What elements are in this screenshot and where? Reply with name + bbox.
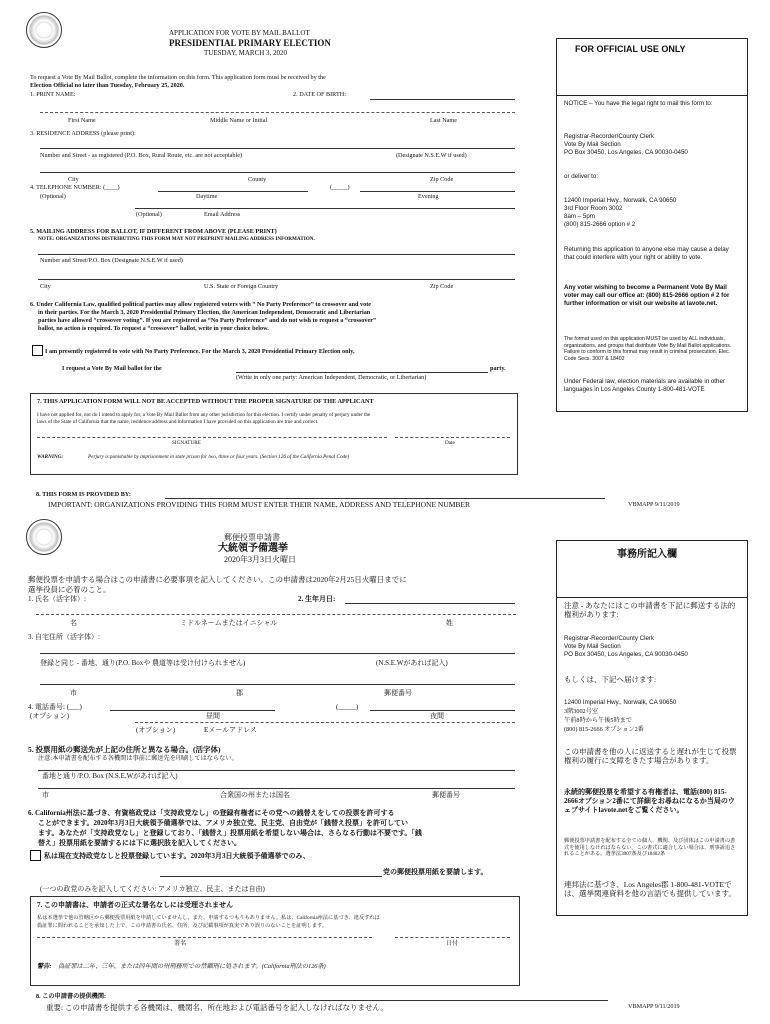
jp-first-name-caption: 名 bbox=[70, 619, 77, 627]
phone-optional-caption: (Optional) bbox=[40, 193, 66, 200]
mailing-state-caption: U.S. State or Foreign Country bbox=[204, 283, 279, 290]
jp-party-instruction: (一つの政党のみを記入してください: アメリカ独立、民主、または自由) bbox=[40, 885, 265, 893]
jp-nsew-caption: (N.S.E.Wがあれば記入) bbox=[376, 659, 448, 667]
telephone-label: 4. TELEPHONE NUMBER: (____) bbox=[30, 184, 120, 191]
intro-line1: To request a Vote By Mail Ballot, complete the information on this form. This application form must be received by the bbox=[30, 74, 326, 81]
mailing-street-caption: Number and Street/P.O. Box (Designate N.S.E.W if used) bbox=[40, 257, 183, 264]
jp-deliver-address-line1: 12400 Imperial Hwy., Norwalk, CA 90650 bbox=[564, 699, 677, 706]
deliver-hours: 8am – 5pm bbox=[564, 213, 595, 220]
mail-address-line2: Vote By Mail Section bbox=[564, 141, 621, 148]
jp-birthdate-label: 2. 生年月日: bbox=[298, 595, 336, 603]
middle-name-caption: Middle Name or Initial bbox=[210, 117, 268, 124]
jp-certification-line1: 私は本選挙で他の管轄区から郵便投票用紙を申請していませんし、また、申請するつもりもありません。私は、California州法に基づき、違反すれば bbox=[37, 915, 380, 921]
zip-caption: Zip Code bbox=[430, 176, 454, 183]
jp-zip-caption: 郵便番号 bbox=[384, 689, 412, 697]
jp-mailing-note: 注意:本申請書を配布する各機関は事前に郵送先を印刷してはならない。 bbox=[38, 755, 238, 762]
email-optional-caption: (Optional) bbox=[136, 211, 162, 218]
mailing-zip-caption: Zip Code bbox=[430, 283, 454, 290]
jp-title-line2: 大統領予備選挙 bbox=[218, 543, 288, 554]
county-seal-logo-jp bbox=[26, 519, 62, 555]
date-caption: Date bbox=[445, 440, 455, 446]
jp-mailing-zip-caption: 郵便番号 bbox=[432, 791, 460, 799]
jp-residence-street-field[interactable] bbox=[40, 653, 515, 654]
mail-address-line1: Registrar-Recorder/County Clerk bbox=[564, 133, 655, 140]
jp-provided-by-label: 8. この申請書の提供機関: bbox=[36, 993, 107, 1000]
form-code: VBMAPP 9/11/2019 bbox=[628, 501, 680, 508]
deliver-address-line1: 12400 Imperial Hwy., Norwalk, CA 90650 bbox=[564, 197, 677, 204]
notice-text: NOTICE – You have the legal right to mail this form to: bbox=[564, 100, 713, 107]
federal-law-note: Under Federal law, election materials are available in other languages in Los Angeles County 1-800-481-VOTE bbox=[564, 378, 725, 393]
jp-birthdate-field[interactable] bbox=[345, 603, 515, 604]
email-field[interactable] bbox=[135, 208, 515, 209]
residence-address-label: 3. RESIDENCE ADDRESS (please print): bbox=[30, 130, 136, 137]
jp-email-field[interactable] bbox=[135, 722, 515, 723]
daytime-caption: Daytime bbox=[196, 193, 218, 200]
form-title-line3: TUESDAY, MARCH 3, 2020 bbox=[204, 49, 288, 57]
jp-mailing-city-field[interactable] bbox=[38, 788, 515, 789]
jp-date-caption: 日付 bbox=[446, 940, 459, 947]
jp-street-caption: 登録と同じ - 番地、通り(P.O. Boxや 農道等は受け付けられません) bbox=[40, 659, 246, 667]
date-of-birth-field[interactable] bbox=[370, 99, 515, 100]
jp-email-optional: (オプション) bbox=[136, 726, 176, 734]
jp-no-party-checkbox[interactable] bbox=[30, 850, 41, 861]
jp-form-code: VBMAPP 9/11/2019 bbox=[628, 1003, 680, 1010]
signature-field[interactable] bbox=[37, 437, 387, 438]
official-use-heading: FOR OFFICIAL USE ONLY bbox=[575, 44, 686, 54]
jp-federal-law-note: 連邦法に基づき、Los Angeles郡 1-800-481-VOTEでは、選挙関連資料を他の言語でも提供しています。 bbox=[564, 880, 736, 899]
crossover-paragraph-line2: in their parties. For the March 3, 2020 Presidential Primary Election, the American Independent, Democratic and Libertarian bbox=[38, 309, 371, 316]
jp-mail-address-line2: Vote By Mail Section bbox=[564, 643, 621, 650]
jp-mailing-state-caption: 合衆国の州または国名 bbox=[220, 791, 290, 799]
first-name-caption: First Name bbox=[68, 117, 96, 124]
jp-official-use-heading: 事務所記入欄 bbox=[617, 549, 677, 560]
jp-signature-caption: 署名 bbox=[174, 940, 187, 947]
jp-mailing-city-caption: 市 bbox=[42, 791, 49, 799]
certification-line1: I have not applied for, nor do I intend to apply for, a Vote By Mail Ballot from any other jurisdiction for this election. I certify under penalty of perjury under the bbox=[37, 412, 371, 418]
jp-no-party-text: 私は現在支持政党なしと投票登録しています。2020年3月3日大統領予備選挙でのみ、 bbox=[44, 852, 310, 860]
jp-daytime-phone-field[interactable] bbox=[110, 710, 275, 711]
provided-by-field[interactable] bbox=[165, 498, 605, 499]
residence-city-field[interactable] bbox=[40, 172, 515, 173]
jp-request-text: 党の郵便投票用紙を要請します。 bbox=[383, 868, 488, 876]
jp-title-line1: 郵便投票申請書 bbox=[224, 533, 280, 542]
jp-signature-field[interactable] bbox=[37, 937, 372, 938]
jp-intro-line2: 選挙役員に必着のこと。 bbox=[28, 585, 111, 594]
jp-mailing-label: 5. 投票用紙の郵送先が上記の住所と異なる場合。(活字体) bbox=[28, 745, 221, 754]
jp-last-name-caption: 姓 bbox=[446, 619, 453, 627]
jp-middle-name-caption: ミドルネームまたはイニシャル bbox=[180, 619, 278, 627]
jp-mailing-street-caption: 番地と通り/P.O. Box (N.S.E.Wがあれば記入) bbox=[42, 772, 178, 780]
mailing-city-caption: City bbox=[40, 283, 51, 290]
county-caption: County bbox=[248, 176, 267, 183]
jp-phone-optional: (オプション) bbox=[30, 712, 70, 720]
crossover-paragraph-line4: ballot, no action is required. To request a “crossover” ballot, write in your choice below. bbox=[38, 325, 269, 332]
name-field[interactable] bbox=[40, 112, 515, 113]
jp-telephone-label: 4. 電話番号: (___) bbox=[28, 703, 82, 711]
jp-intro-line1: 郵便投票を申請する場合はこの申請書に必要事項を記入してください。この申請書は2020年2月25日火曜日までに bbox=[28, 575, 407, 584]
jp-permanent-voter-info: 永続的郵便投票を希望する有権者は、電話(800) 815-2666オプション2番にて詳細をお尋ねになるか当局のウェブサイトlavote.netをご覧ください。 bbox=[564, 788, 735, 814]
signature-caption: SIGNATURE bbox=[172, 440, 201, 446]
form-title-line1: APPLICATION FOR VOTE BY MAIL BALLOT bbox=[169, 29, 310, 37]
no-party-preference-text: I am presently registered to vote with No Party Preference. For the March 3, 2020 Presidential Primary Election only, bbox=[45, 348, 355, 355]
evening-phone-field[interactable] bbox=[360, 191, 515, 192]
jp-deliver-hours: 午前8時から午後5時まで bbox=[564, 717, 633, 724]
email-caption: Email Address bbox=[204, 211, 241, 218]
evening-area-code[interactable]: (_____) bbox=[330, 184, 350, 191]
party-instruction: (Write in only one party: American Independent, Democratic, or Libertarian) bbox=[236, 374, 427, 381]
party-choice-field[interactable] bbox=[236, 372, 488, 373]
mailing-address-label: 5. MAILING ADDRESS FOR BALLOT, IF DIFFERENT FROM ABOVE (PLEASE PRINT) bbox=[30, 228, 277, 235]
intro-line2: Election Official no later than Tuesday, February 25, 2020. bbox=[30, 82, 185, 89]
crossover-paragraph-line1: 6. Under California Law, qualified political parties may allow registered voters with “ No Party Preference” to crossover and vote bbox=[30, 301, 372, 308]
important-note: IMPORTANT: ORGANIZATIONS PROVIDING THIS FORM MUST ENTER THEIR NAME, ADDRESS AND TELEPHONE NUMBER bbox=[48, 500, 471, 509]
mailing-street-field[interactable] bbox=[38, 254, 515, 255]
jp-crossover-line2: ことができます。2020年3月3日大統領予備選挙では、アメリカ独立党、民主党、自由党が「銭替え投票」を許可してい bbox=[38, 819, 408, 827]
mailing-address-note: NOTE: ORGANIZATIONS DISTRIBUTING THIS FORM MAY NOT PREPRINT MAILING ADDRESS INFORMATION. bbox=[38, 236, 315, 242]
jp-notice-text: 注意 - あなたにはこの申請書を下記に郵送する法的権利があります: bbox=[564, 601, 736, 620]
permanent-voter-info: Any voter wishing to become a Permanent Vote By Mail voter may call our office at: (800) 815-2666 option # 2 for further information or visit our website at lavote.net. bbox=[564, 284, 730, 307]
evening-caption: Evening bbox=[418, 193, 439, 200]
daytime-phone-field[interactable] bbox=[158, 191, 308, 192]
jp-county-caption: 郡 bbox=[236, 689, 243, 697]
jp-returning-warning: この申請書を他の人に返送すると遅れが生じて投票権利の履行に支障をきたす場合があります。 bbox=[564, 747, 737, 766]
jp-residence-label: 3. 自宅住所（活字体）: bbox=[28, 633, 100, 641]
signature-section bbox=[30, 393, 518, 475]
party-suffix: party. bbox=[490, 365, 506, 372]
warning-label: WARNING: bbox=[37, 454, 64, 460]
city-caption: City bbox=[68, 176, 79, 183]
signature-date-field[interactable] bbox=[395, 437, 510, 438]
jp-deliver-to-text: もしくは、下記へ届けます: bbox=[564, 675, 657, 684]
jp-warning-label: 警告: bbox=[37, 963, 52, 970]
jp-crossover-line3: ます。あなたが「支持政党なし」と登録しており、「銭替え」投票用紙を希望しない場合は、さらなる行動は不要です。「銭 bbox=[38, 829, 422, 837]
request-ballot-text: I request a Vote By Mail ballot for the bbox=[62, 365, 162, 372]
jp-crossover-line1: 6. California州法に基づき、有資格政党は「支持政党なし」の登録有権者にその党への銭替えをしての投票を許可する bbox=[28, 809, 395, 817]
print-name-label: 1. PRINT NAME: bbox=[30, 91, 76, 98]
jp-signature-title: 7. この申請書は、申請者の正式な署名なしには受理されません bbox=[37, 901, 233, 909]
deliver-address-line2: 3rd Floor Room 3002 bbox=[564, 205, 623, 212]
mailing-city-field[interactable] bbox=[38, 279, 515, 280]
jp-mail-address-line3: PO Box 30450, Los Angeles, CA 90030-0450 bbox=[564, 651, 688, 658]
residence-street-field[interactable] bbox=[40, 148, 515, 149]
jp-mailing-street-field[interactable] bbox=[38, 770, 515, 771]
form-title-line2: PRESIDENTIAL PRIMARY ELECTION bbox=[169, 38, 331, 48]
jp-email-caption: Eメールアドレス bbox=[204, 726, 257, 734]
street-registered-caption: Number and Street - as registered (P.O. Box, Rural Route, etc. are not acceptable) bbox=[40, 152, 243, 159]
jp-city-caption: 市 bbox=[70, 689, 77, 697]
jp-title-line3: 2020年3月3日火曜日 bbox=[224, 555, 296, 564]
jp-daytime-caption: 昼間 bbox=[206, 712, 220, 720]
jp-provided-by-field[interactable] bbox=[138, 1000, 608, 1001]
county-seal-logo bbox=[26, 12, 62, 48]
jp-signature-date-field[interactable] bbox=[395, 937, 510, 938]
jp-format-requirement: 郵便投票申請書を配布する全ての個人、機関、及び団体はこの申請書の書式を使用しなければならない。この書式に適合しない場合は、刑事訴追されることがある。選挙法3007条及び18402条 bbox=[564, 838, 736, 857]
jp-name-label: 1. 氏名（活字体）: bbox=[28, 595, 86, 603]
jp-evening-area-code[interactable]: (_____) bbox=[336, 703, 359, 711]
jp-deliver-address-line2: 3階3002号室 bbox=[564, 708, 599, 715]
jp-crossover-line4: 替え」投票用紙を要請するには下に選択肢を記入してください。 bbox=[38, 839, 241, 847]
mail-address-line3: PO Box 30450, Los Angeles, CA 90030-0450 bbox=[564, 149, 688, 156]
no-party-preference-checkbox[interactable] bbox=[32, 345, 43, 356]
designate-nsew-caption: (Designate N.S.E.W if used) bbox=[396, 152, 467, 159]
format-requirement: The format used on this application MUST be used by ALL individuals, organizations, and groups that distribute Vote By Mail Ballot applications. Failure to conform to this format may result in criminal prosecution. Elec. Code Secs. 3007 & 18402 bbox=[564, 336, 732, 362]
jp-important-note: 重要: この申請書を提供する各機関は、機関名、所在地および電話番号を記入しなければなりません。 bbox=[46, 1003, 388, 1012]
jp-residence-city-field[interactable] bbox=[40, 684, 515, 685]
last-name-caption: Last Name bbox=[430, 117, 457, 124]
jp-deliver-phone: (800) 815-2666 オプション2番 bbox=[564, 726, 644, 733]
date-of-birth-label: 2. DATE OF BIRTH: bbox=[293, 91, 346, 98]
jp-name-field[interactable] bbox=[36, 614, 516, 615]
returning-warning: Returning this application to anyone else may cause a delay that could interfere with your right or ability to vote. bbox=[564, 246, 729, 261]
jp-warning-text: 偽証罪は二年、三年、または四年間の州刑務所での禁錮刑に処されます。(California刑法の126条) bbox=[58, 963, 326, 970]
deliver-to-text: or deliver to: bbox=[564, 173, 599, 180]
warning-text: Perjury is punishable by imprisonment in state prison for two, three or four years. (Section 126 of the California Penal Code) bbox=[88, 454, 350, 460]
jp-certification-line2: 偽証罪に問われることを承知した上で、この申請書の氏名、住所、及び記載事項が真実であり誤りのないことを証明します。 bbox=[37, 923, 327, 929]
jp-mail-address-line1: Registrar-Recorder/County Clerk bbox=[564, 635, 655, 642]
crossover-paragraph-line3: parties have allowed “crossover voting”. If you are registered as “No Party Preference” and do not wish to request a “crossover” bbox=[38, 317, 377, 324]
jp-evening-phone-field[interactable] bbox=[370, 710, 515, 711]
jp-party-choice-field[interactable] bbox=[160, 876, 382, 877]
signature-section-title: 7. THIS APPLICATION FORM WILL NOT BE ACCEPTED WITHOUT THE PROPER SIGNATURE OF THE APPLICANT bbox=[37, 398, 374, 405]
provided-by-label: 8. THIS FORM IS PROVIDED BY: bbox=[36, 491, 131, 498]
deliver-phone: (800) 815-2666 option # 2 bbox=[564, 221, 636, 228]
certification-line2: laws of the State of California that the name, residence address and information I have provided on this application are true and correct. bbox=[37, 419, 319, 425]
jp-evening-caption: 夜間 bbox=[430, 712, 444, 720]
